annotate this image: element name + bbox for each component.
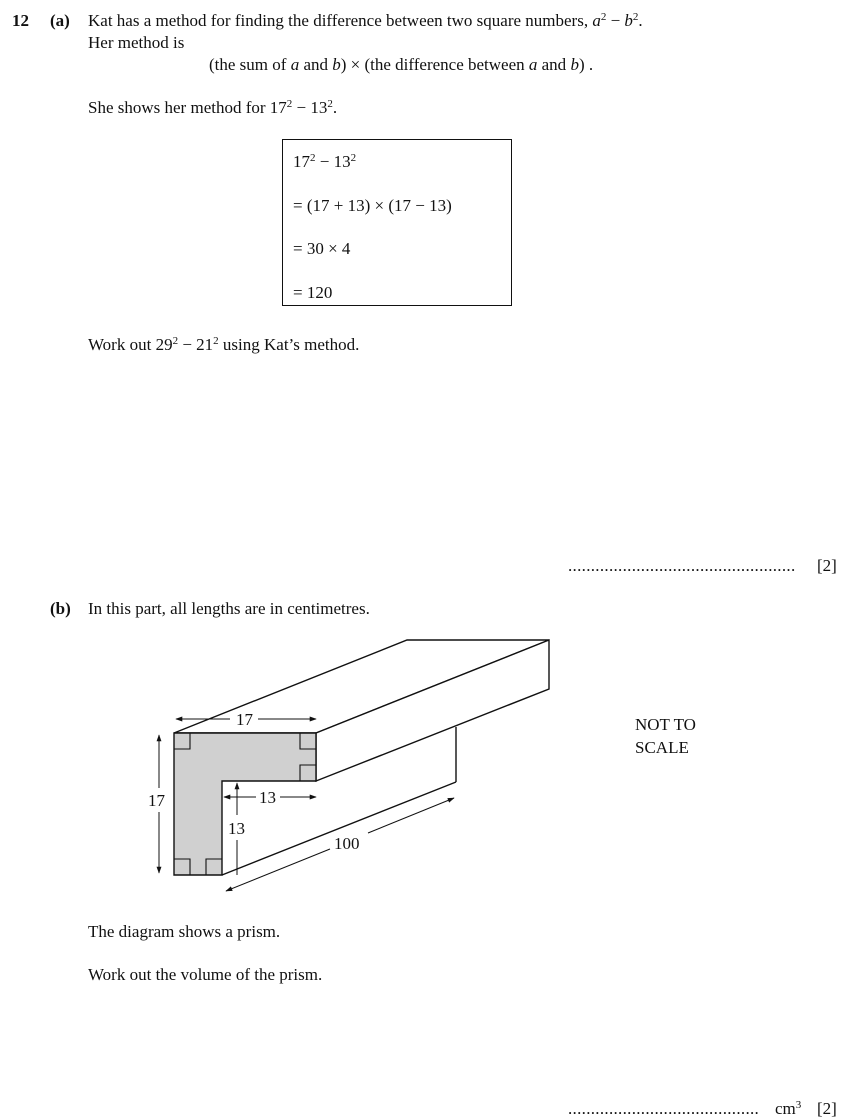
dim-length-upper-arrow xyxy=(368,798,454,833)
part-a-task: Work out $29^2 - 21^2$ using Kat’s method. xyxy=(88,335,360,354)
part-b-unit: $cm^3$ xyxy=(775,1099,802,1118)
dim-inner-h-label: 13 xyxy=(259,788,276,807)
working-line-1: $17^2 - 13^2$ xyxy=(293,152,357,171)
question-number: 12 xyxy=(12,11,29,30)
working-line-3: = 30 × 4 xyxy=(293,239,351,258)
intro-expression: $a^2 - b^2$. xyxy=(592,11,643,30)
her-method-text: Her method is xyxy=(88,33,185,52)
dim-length-label: 100 xyxy=(334,834,360,853)
working-line-4: = 120 xyxy=(293,283,333,302)
intro-text: Kat has a method for finding the difference between two square numbers, xyxy=(88,11,589,30)
dim-left-label: 17 xyxy=(148,791,165,810)
method-statement: (the sum of a and b) × (the difference between a and b) . xyxy=(209,55,594,74)
part-b-answer-line[interactable]: .......................................... xyxy=(568,1099,760,1118)
part-a-label: (a) xyxy=(50,11,70,30)
part-b-intro: In this part, all lengths are in centimetres. xyxy=(88,599,370,618)
part-b-label: (b) xyxy=(50,599,71,618)
working-line-2: = (17 + 13) × (17 − 13) xyxy=(293,196,452,215)
part-a-answer-line[interactable]: .................................................. xyxy=(568,556,796,575)
part-b-task: Work out the volume of the prism. xyxy=(88,965,323,984)
prism-cross-section xyxy=(174,733,316,875)
dim-top-label: 17 xyxy=(236,710,253,729)
shows-method-text: She shows her method for $17^2 - 13^2$. xyxy=(88,98,338,117)
part-b-marks: [2] xyxy=(817,1099,837,1118)
part-b-caption: The diagram shows a prism. xyxy=(88,922,281,941)
part-a-marks: [2] xyxy=(817,556,837,575)
not-to-scale-line-2: SCALE xyxy=(635,738,689,757)
dim-inner-v-label: 13 xyxy=(228,819,245,838)
dim-length-lower-arrow xyxy=(226,849,330,891)
not-to-scale-line-1: NOT TO xyxy=(635,715,696,734)
